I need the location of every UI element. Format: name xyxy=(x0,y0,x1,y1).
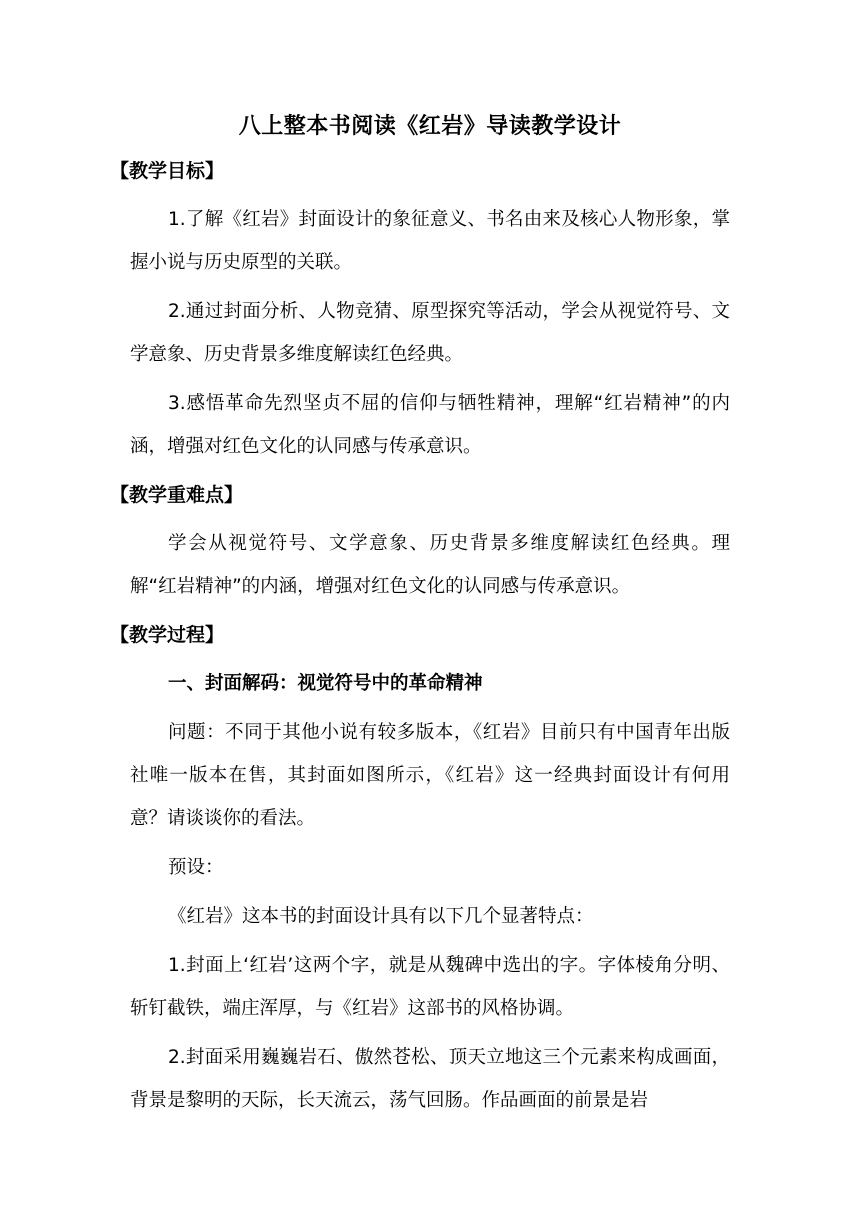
intro-text: 《红岩》这本书的封面设计具有以下几个显著特点： xyxy=(168,906,594,927)
preset-label: 预设： xyxy=(168,857,224,878)
cover-point-1: 1.封面上‘红岩’这两个字，就是从魏碑中选出的字。字体棱角分明、斩钉截铁，端庄浑厚，与《红岩》这部书的风格协调。 xyxy=(130,955,730,1019)
objectives-heading: 【教学目标】 xyxy=(110,160,225,182)
cover-point-2: 2.封面采用巍巍岩石、傲然苍松、顶天立地这三个元素来构成画面，背景是黎明的天际，长天流云，荡气回肠。作品画面的前景是岩 xyxy=(130,1047,730,1111)
objective-item-1: 1.了解《红岩》封面设计的象征意义、书名由来及核心人物形象，掌握小说与历史原型的关联。 xyxy=(130,209,730,273)
question-text: 问题：不同于其他小说有较多版本，《红岩》目前只有中国青年出版社唯一版本在售，其封面如图所示，《红岩》这一经典封面设计有何用意？请谈谈你的看法。 xyxy=(130,722,730,829)
process-heading: 【教学过程】 xyxy=(110,624,225,646)
objective-item-2: 2.通过封面分析、人物竞猜、原型探究等活动，学会从视觉符号、文学意象、历史背景多维度解读红色经典。 xyxy=(130,301,730,365)
part1-title: 一、封面解码：视觉符号中的革命精神 xyxy=(168,673,483,694)
objective-item-3: 3.感悟革命先烈坚贞不屈的信仰与牺牲精神，理解“红岩精神”的内涵，增强对红色文化的认同感与传承意识。 xyxy=(130,393,730,457)
keypoints-heading: 【教学重难点】 xyxy=(110,484,244,506)
document-title: 八上整本书阅读《红岩》导读教学设计 xyxy=(238,114,622,139)
keypoints-text: 学会从视觉符号、文学意象、历史背景多维度解读红色经典。理解“红岩精神”的内涵，增强对红色文化的认同感与传承意识。 xyxy=(130,533,730,597)
